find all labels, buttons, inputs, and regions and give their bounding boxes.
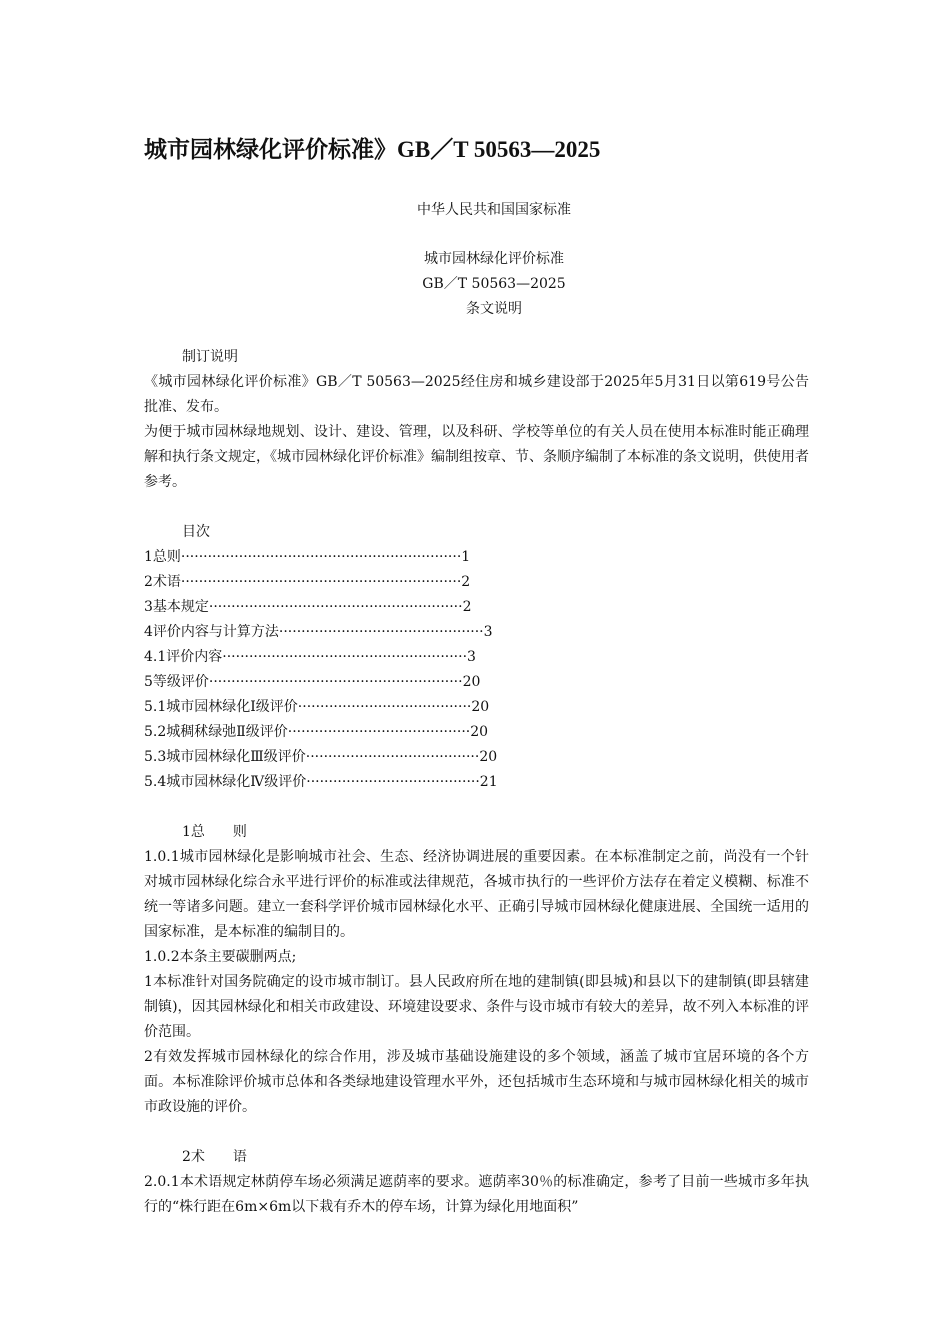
section-2-heading: 2术 语 [182, 1149, 247, 1165]
issuer-text: 中华人民共和国国家标准 [417, 202, 571, 218]
revision-paragraph-1: 《城市园林绿化评价标准》GB／T 50563—2025经住房和城乡建设部于2025年5月31日以第619号公告批准、发布。 [144, 374, 809, 415]
section-1-paragraph: 2有效发挥城市园林绿化的综合作用，涉及城市基础设施建设的多个领域，涵盖了城市宜居环境的各个方面。本标准除评价城市总体和各类绿地建设管理水平外，还包括城市生态环境和与城市园林绿化相关的城市市政设施的评价。 [144, 1049, 809, 1115]
standard-name: 城市园林绿化评价标准 [424, 251, 564, 267]
toc-item[interactable]: 1总则·······························································1 [144, 549, 471, 565]
section-1-heading: 1总 则 [182, 824, 247, 840]
revision-heading: 制订说明 [182, 349, 238, 365]
section-2-paragraph: 2.0.1本术语规定林荫停车场必须满足遮荫率的要求。遮荫率30％的标准确定，参考了目前一些城市多年执行的“株行距在6m×6m以下栽有乔木的停车场，计算为绿化用地面积” [144, 1174, 809, 1215]
table-of-contents [144, 545, 809, 795]
cover-block [144, 247, 844, 322]
section-1-paragraph: 1本标准针对国务院确定的设市城市制订。县人民政府所在地的建制镇(即县城)和县以下的建制镇(即县辖建制镇)，因其园林绿化和相关市政建设、环境建设要求、条件与设市城市有较大的差异，故不列入本标准的评价范围。 [144, 974, 809, 1040]
toc-heading: 目次 [182, 524, 210, 540]
toc-item[interactable]: 5等级评价·························································20 [144, 674, 481, 690]
toc-item[interactable]: 5.4城市园林绿化Ⅳ级评价·······································21 [144, 774, 498, 790]
section-1-paragraph: 1.0.2本条主要碳删两点; [144, 949, 297, 965]
toc-item[interactable]: 4评价内容与计算方法··············································3 [144, 624, 493, 640]
standard-code: GB／T 50563—2025 [422, 276, 566, 292]
toc-item[interactable]: 3基本规定·························································2 [144, 599, 472, 615]
toc-item[interactable]: 5.1城市园林绿化Ⅰ级评价·······································20 [144, 699, 490, 715]
cover-issuer [144, 198, 844, 223]
toc-item[interactable]: 5.2城稠秫绿弛Ⅱ级评价·········································20 [144, 724, 489, 740]
toc-item[interactable]: 5.3城市园林绿化Ⅲ级评价·······································20 [144, 749, 498, 765]
document-body [144, 345, 809, 1220]
revision-paragraph-2: 为便于城市园林绿地规划、设计、建设、管理，以及科研、学校等单位的有关人员在使用本标准时能正确理解和执行条文规定，《城市园林绿化评价标准》编制组按章、节、条顺序编制了本标准的条文说明，供使用者参考。 [144, 424, 809, 490]
document-part: 条文说明 [466, 301, 522, 317]
toc-item[interactable]: 2术语·······························································2 [144, 574, 471, 590]
toc-item[interactable]: 4.1评价内容·······················································3 [144, 649, 476, 665]
section-1-paragraph: 1.0.1城市园林绿化是影响城市社会、生态、经济协调进展的重要因素。在本标准制定之前，尚没有一个针对城市园林绿化综合永平进行评价的标准或法律规范，各城市执行的一些评价方法存在着定义模糊、标准不统一等诸多问题。建立一套科学评价城市园林绿化水平、正确引导城市园林绿化健康进展、全国统一适用的国家标准，是本标准的编制目的。 [144, 849, 809, 940]
document-title: 城市园林绿化评价标准》GB／T 50563—2025 [144, 137, 601, 162]
